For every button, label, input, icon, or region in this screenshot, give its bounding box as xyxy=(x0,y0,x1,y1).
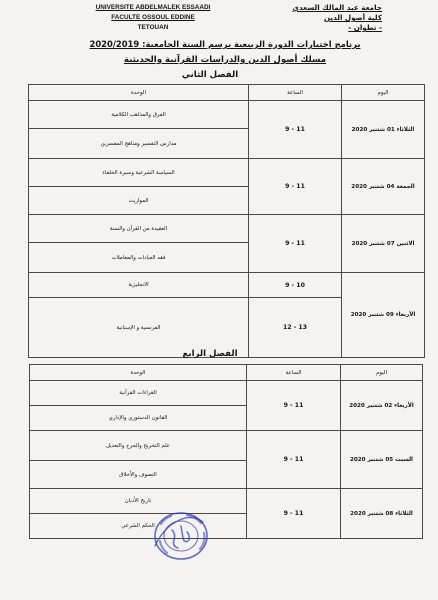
exam-table-semester-2 xyxy=(28,84,425,358)
exam-module: المواريث xyxy=(29,187,249,215)
exam-day: السبت 05 شتنبر 2020 xyxy=(341,431,423,489)
exam-time: 9 - 10 xyxy=(249,273,342,298)
exam-module: القراءات القرآنية xyxy=(30,381,247,406)
exam-time: 9 - 11 xyxy=(247,489,341,539)
exam-time: 9 - 11 xyxy=(247,431,341,489)
exam-module: الفرق والمذاهب الكلامية xyxy=(29,101,249,129)
exam-module: القانون الدستوري والإداري xyxy=(30,406,247,431)
track-title: مسلك أصول الدين والدراسات القرآنية والحديثية xyxy=(123,55,327,65)
semester-heading: الفصل الرابع xyxy=(182,349,238,359)
exam-time: 9 - 11 xyxy=(247,381,341,431)
exam-time: 12 - 13 xyxy=(249,298,342,358)
city-ar: - تطوان - xyxy=(348,23,382,32)
table-row xyxy=(29,159,425,187)
column-header-time: الساعة xyxy=(247,365,341,381)
table-row xyxy=(30,489,423,514)
faculty-name-ar: كلية أصول الدين xyxy=(323,13,382,22)
university-name-fr: UNIVERSITE ABDELMALEK ESSAADI xyxy=(95,4,211,11)
exam-module: علم التخريج والجرح والتعديل xyxy=(30,431,247,461)
column-header-module: الوحدة xyxy=(30,365,247,381)
exam-day: الثلاثاء 01 شتنبر 2020 xyxy=(342,101,425,159)
exam-module: فقه العبادات والمعاملات xyxy=(29,243,249,273)
exam-day: الجمعة 04 شتنبر 2020 xyxy=(342,159,425,215)
faculty-name-fr: FACULTE OSSOUL EDDINE xyxy=(111,14,195,21)
column-header-day: اليوم xyxy=(341,365,423,381)
exam-time: 9 - 11 xyxy=(249,101,342,159)
exam-day: الأربعاء 09 شتنبر 2020 xyxy=(342,273,425,358)
table-row xyxy=(29,101,425,129)
table-row xyxy=(30,431,423,461)
column-header-time: الساعة xyxy=(249,85,342,101)
exam-module: الانجليزية xyxy=(29,273,249,298)
exam-time: 9 - 11 xyxy=(249,215,342,273)
exam-day: الثلاثاء 08 شتنبر 2020 xyxy=(341,489,423,539)
official-stamp xyxy=(147,506,217,564)
exam-module: التصوف والأخلاق xyxy=(30,461,247,489)
exam-module: العقيدة من القرآن والسنة xyxy=(29,215,249,243)
table-row xyxy=(29,215,425,243)
exam-time: 9 - 11 xyxy=(249,159,342,215)
table-header-row xyxy=(29,85,425,101)
document-title: برنامج اختبارات الدورة الربيعية برسم السنة الجامعية: 2020/2019 xyxy=(89,39,361,49)
column-header-day: اليوم xyxy=(342,85,425,101)
city-fr: TETOUAN xyxy=(137,24,169,31)
exam-module: الحكم الشرعي xyxy=(30,514,247,539)
header-arabic xyxy=(292,3,382,33)
exam-day: الأربعاء 02 شتنبر 2020 xyxy=(341,381,423,431)
exam-day: الاثنين 07 شتنبر 2020 xyxy=(342,215,425,273)
table-row xyxy=(29,273,425,298)
exam-module: مدارس التفسير ومناهج المفسرين xyxy=(29,129,249,159)
semester-heading: الفصل الثاني xyxy=(181,70,239,80)
table-header-row xyxy=(30,365,423,381)
column-header-module: الوحدة xyxy=(29,85,249,101)
university-name-ar: جامعة عبد المالك السعدي xyxy=(292,3,382,12)
table-row xyxy=(30,381,423,406)
header-french xyxy=(78,3,228,33)
exam-module: السياسة الشرعية وسيرة الخلفاء xyxy=(29,159,249,187)
exam-module: تاريخ الأديان xyxy=(30,489,247,514)
exam-module: الفرنسية و الإسبانية xyxy=(29,298,249,358)
exam-table-semester-4 xyxy=(29,364,423,539)
